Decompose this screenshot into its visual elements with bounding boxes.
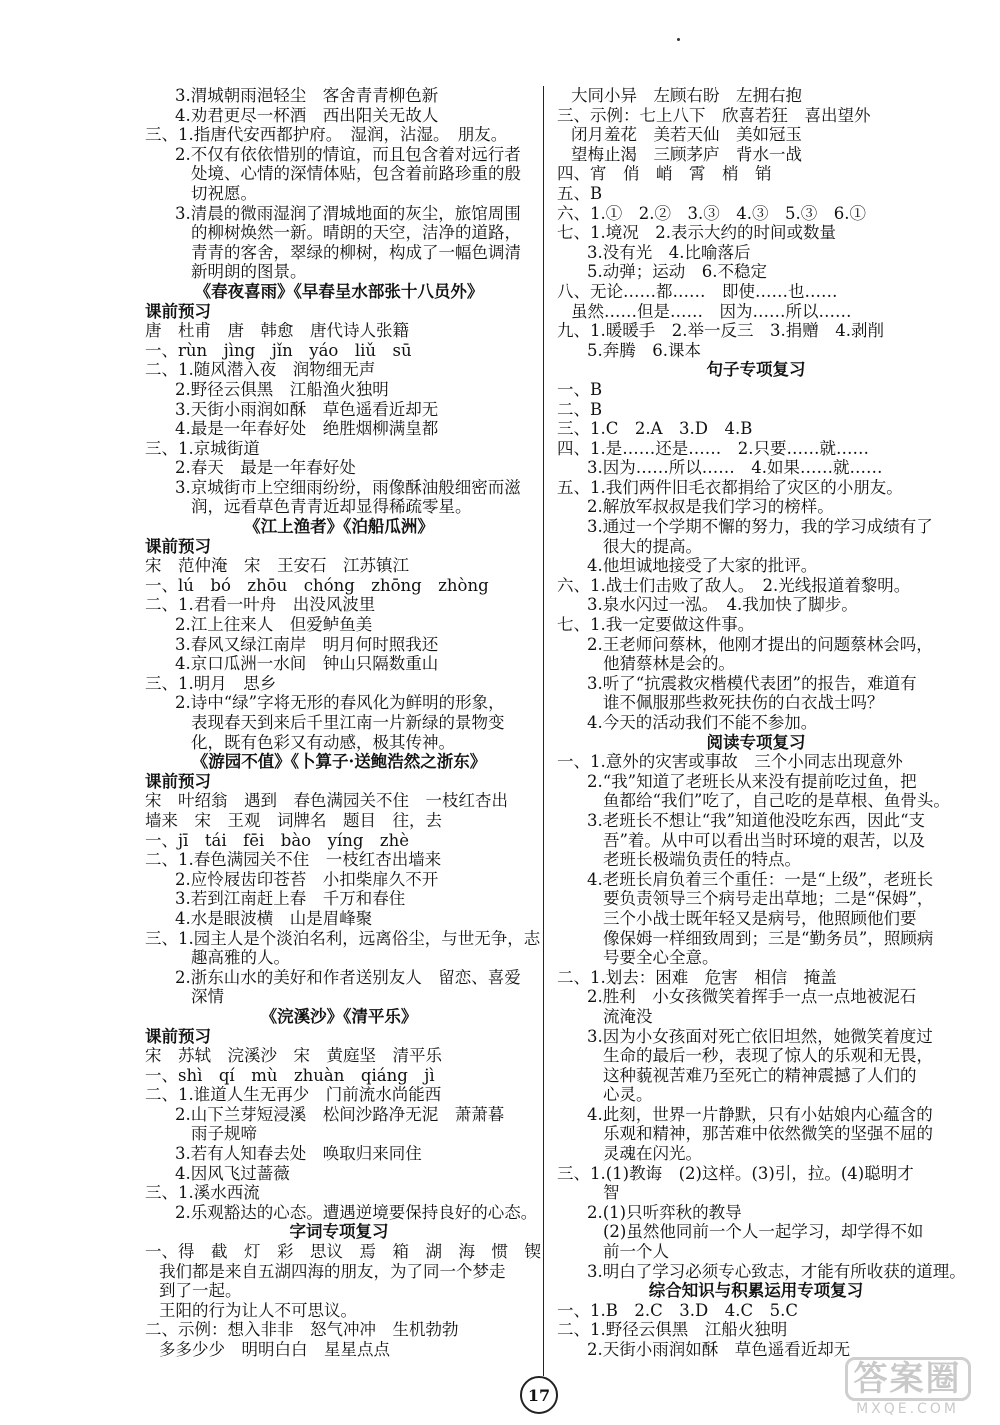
answer-line: 2.“我”知道了老班长从来没有提前吃过鱼，把 xyxy=(587,771,917,791)
answer-line: 3.泉水闪过一泓。 4.我加快了脚步。 xyxy=(587,595,858,615)
watermark-main-text: 答案圈 xyxy=(845,1357,971,1401)
answer-line: 2.江上往来人 但爱鲈鱼美 xyxy=(175,615,373,635)
answer-line: 六、1.战士们击败了敌人。 2.光线报道着黎明。 xyxy=(557,575,911,595)
answer-line: 宋 苏轼 浣溪沙 宋 黄庭坚 清平乐 xyxy=(145,1046,442,1066)
answer-line: 灵魂在闪光。 xyxy=(603,1144,702,1164)
section-heading: 综合知识与积累运用专项复习 xyxy=(648,1281,864,1301)
right-column xyxy=(557,86,966,1360)
answer-line: 一、得 截 灯 彩 思议 焉 箱 湖 海 惯 锲 xyxy=(145,1242,541,1262)
section-heading: 《游园不值》《卜算子·送鲍浩然之浙东》 xyxy=(191,752,487,772)
answer-line: 三、1.指唐代安西都护府。 湿润，沾湿。 朋友。 xyxy=(145,125,508,145)
answer-line: 五、B xyxy=(557,183,603,203)
answer-line: 三、示例：七上八下 欣喜若狂 喜出望外 xyxy=(557,105,871,125)
answer-line: 2.山下兰芽短浸溪 松间沙路净无泥 萧萧暮 xyxy=(175,1104,505,1124)
answer-line: 2.浙东山水的美好和作者送别友人 留恋、喜爱 xyxy=(175,967,521,987)
answer-line: 切祝愿。 xyxy=(191,183,257,203)
answer-line: 他猜蔡林是会的。 xyxy=(603,654,735,674)
answer-line: 三、1.京城街道 xyxy=(145,438,260,458)
answer-line: 二、1.随风潜入夜 润物细无声 xyxy=(145,360,376,380)
answer-line: 虽然……但是…… 因为……所以…… xyxy=(571,301,852,321)
answer-line: 望梅止渴 三顾茅庐 背水一战 xyxy=(571,144,802,164)
answer-line: 3.没有光 4.比喻落后 xyxy=(587,242,751,262)
answer-line: 2.乐观豁达的心态。遭遇逆境要保持良好的心态。 xyxy=(175,1202,538,1222)
section-heading: 《春夜喜雨》《早春呈水部张十八员外》 xyxy=(194,281,484,301)
answer-line: 很大的提高。 xyxy=(603,536,702,556)
answer-line: 二、1.谁道人生无再少 门前流水尚能西 xyxy=(145,1085,442,1105)
answer-line: 二、1.春色满园关不住 一枝红杏出墙来 xyxy=(145,850,442,870)
answer-line: 号要全心全意。 xyxy=(603,948,719,968)
answer-line: 4.因风飞过蔷薇 xyxy=(175,1163,290,1183)
answer-line: 一、shì qí mù zhuàn qiáng jì xyxy=(145,1065,435,1085)
answer-line: 宋 叶绍翁 遇到 春色满园关不住 一枝红杏出 xyxy=(145,791,508,811)
answer-line: 七、1.我一定要做这件事。 xyxy=(557,615,755,635)
answer-line: 3.听了“抗震救灾楷模代表团”的报告，难道有 xyxy=(587,673,917,693)
answer-line: 3.老班长不想让“我”知道他没吃东西，因此“支 xyxy=(587,810,926,830)
answer-line: 一、rùn jìng jǐn yáo liǔ sū xyxy=(145,340,412,360)
answer-line: 谁不佩服那些救死扶伤的白衣战士吗？ xyxy=(603,693,884,713)
answer-line: 像保姆一样细致周到；三是“勤务员”，照顾病 xyxy=(603,928,934,948)
answer-line: 三、1.溪水西流 xyxy=(145,1183,260,1203)
answer-line: 三、1.C 2.A 3.D 4.B xyxy=(557,419,753,439)
answer-line: 一、lú bó zhōu chóng zhōng zhòng xyxy=(145,575,489,595)
answer-line: 流淹没 xyxy=(603,1006,653,1026)
answer-line: 2.野径云俱黑 江船渔火独明 xyxy=(175,379,389,399)
answer-line: 二、1.野径云俱黑 江船火独明 xyxy=(557,1320,788,1340)
answer-line: 这种藐视苦难乃至死亡的精神震撼了人们的 xyxy=(603,1065,917,1085)
section-heading: 句子专项复习 xyxy=(706,360,806,380)
section-heading: 《浣溪沙》《清平乐》 xyxy=(260,1006,418,1026)
answer-line: 三、1.明月 思乡 xyxy=(145,673,277,693)
section-heading: 《江上渔者》《泊船瓜洲》 xyxy=(244,517,434,537)
answer-line: 2.王老师问蔡林，他刚才提出的问题蔡林会吗， xyxy=(587,634,933,654)
answer-line: 化，既有色彩又有动感，极其传神。 xyxy=(191,732,455,752)
answer-line: 二、1.君看一叶舟 出没风波里 xyxy=(145,595,376,615)
answer-line: 5.奔腾 6.课本 xyxy=(587,340,701,360)
answer-line: 一、1.B 2.C 3.D 4.C 5.C xyxy=(557,1300,798,1320)
answer-line: 4.水是眼波横 山是眉峰聚 xyxy=(175,908,373,928)
answer-line: 智 xyxy=(603,1183,620,1203)
answer-line: 2.不仅有依依惜别的情谊，而且包含着对远行者 xyxy=(175,144,521,164)
answer-line: 4.劝君更尽一杯酒 西出阳关无故人 xyxy=(175,105,439,125)
answer-line: 二、1.划去：困难 危害 相信 掩盖 xyxy=(557,967,837,987)
answer-line: 一、B xyxy=(557,379,603,399)
answer-line: 大同小异 左顾右盼 左拥右抱 xyxy=(571,86,802,105)
left-column xyxy=(145,86,541,1360)
answer-line: 4.他坦诚地接受了大家的批评。 xyxy=(587,556,818,576)
column-divider xyxy=(543,86,544,1376)
answer-line: 3.春风又绿江南岸 明月何时照我还 xyxy=(175,634,439,654)
subsection-label: 课前预习 xyxy=(145,536,211,556)
section-heading: 阅读专项复习 xyxy=(706,732,806,752)
answer-line: 4.京口瓜洲一水间 钟山只隔数重山 xyxy=(175,654,439,674)
answer-line: 生命的最后一秒，表现了惊人的乐观和无畏， xyxy=(603,1046,933,1066)
answer-line: 3.渭城朝雨浥轻尘 客舍青青柳色新 xyxy=(175,86,439,105)
section-heading: 字词专项复习 xyxy=(289,1222,389,1242)
answer-line: 2.(1)只听弈秋的教导 xyxy=(587,1202,742,1222)
answer-line: 4.老班长肩负着三个重任：一是“上级”，老班长 xyxy=(587,869,934,889)
answer-line: 到了一起。 xyxy=(159,1281,242,1301)
answer-line: 深情 xyxy=(191,987,224,1007)
answer-line: 3.若有人知春去处 唤取归来同住 xyxy=(175,1144,422,1164)
subsection-label: 课前预习 xyxy=(145,771,211,791)
answer-line: 2.春天 最是一年春好处 xyxy=(175,458,356,478)
answer-line: 的柳树焕然一新。晴朗的天空，洁净的道路， xyxy=(191,223,521,243)
answer-line: 5.动弹；运动 6.不稳定 xyxy=(587,262,767,282)
answer-line: (2)虽然他同前一个人一起学习，却学得不如 xyxy=(603,1222,924,1242)
answer-line: 趣高雅的人。 xyxy=(191,948,290,968)
watermark-sub-text: MXQE.COM xyxy=(856,1401,959,1417)
answer-line: 3.因为小女孩面对死亡依旧坦然，她微笑着度过 xyxy=(587,1026,933,1046)
answer-line: 六、1.① 2.② 3.③ 4.③ 5.③ 6.① xyxy=(557,203,866,223)
answer-line: 2.应怜屐齿印苍苔 小扣柴扉久不开 xyxy=(175,869,439,889)
answer-line: 心灵。 xyxy=(603,1085,653,1105)
answer-line: 2.诗中“绿”字将无形的春风化为鲜明的形象， xyxy=(175,693,505,713)
answer-line: 3.天街小雨润如酥 草色遥看近却无 xyxy=(175,399,439,419)
answer-line: 3.因为……所以…… 4.如果……就…… xyxy=(587,458,883,478)
answer-line: 2.解放军叔叔是我们学习的榜样。 xyxy=(587,497,834,517)
answer-line: 三、1.(1)教诲 (2)这样。(3)引，拉。(4)聪明才 xyxy=(557,1163,914,1183)
answer-line: 3.京城街市上空细雨纷纷，雨像酥油般细密而滋 xyxy=(175,477,521,497)
answer-line: 新明朗的图景。 xyxy=(191,262,307,282)
answer-line: 老班长极端负责任的特点。 xyxy=(603,850,801,870)
answer-line: 二、示例：想入非非 怒气冲冲 生机勃勃 xyxy=(145,1320,459,1340)
answer-line: 4.今天的活动我们不能不参加。 xyxy=(587,713,818,732)
answer-line: 闭月羞花 美若天仙 美如冠玉 xyxy=(571,125,802,145)
answer-line: 3.通过一个学期不懈的努力，我的学习成绩有了 xyxy=(587,517,933,537)
answer-line: 吾”着。从中可以看出当时环境的艰苦，以及 xyxy=(603,830,925,850)
watermark-logo xyxy=(820,1352,995,1422)
answer-line: 墙来 宋 王观 词牌名 题目 往，去 xyxy=(145,810,442,830)
top-dot xyxy=(677,38,680,41)
answer-line: 多多少少 明明白白 星星点点 xyxy=(159,1340,390,1359)
answer-line: 要负责领导三个病号走出草地；二是“保姆”， xyxy=(603,889,934,909)
subsection-label: 课前预习 xyxy=(145,301,211,321)
answer-line: 二、B xyxy=(557,399,603,419)
answer-line: 王阳的行为让人不可思议。 xyxy=(159,1300,357,1320)
subsection-label: 课前预习 xyxy=(145,1026,211,1046)
answer-line: 我们都是来自五湖四海的朋友，为了同一个梦走 xyxy=(159,1261,506,1281)
answer-line: 2.胜利 小女孩微笑着挥手一点一点地被泥石 xyxy=(587,987,917,1007)
answer-line: 五、1.我们两件旧毛衣都捐给了灾区的小朋友。 xyxy=(557,477,903,497)
answer-line: 宋 范仲淹 宋 王安石 江苏镇江 xyxy=(145,556,409,576)
answer-line: 七、1.境况 2.表示大约的时间或数量 xyxy=(557,223,836,243)
answer-line: 三、1.园主人是个淡泊名利，远离俗尘，与世无争，志 xyxy=(145,928,541,948)
answer-line: 三个小战士既年轻又是病号，他照顾他们要 xyxy=(603,908,917,928)
answer-line: 前一个人 xyxy=(603,1242,669,1262)
answer-line: 四、1.是……还是…… 2.只要……就…… xyxy=(557,438,869,458)
answer-line: 唐 杜甫 唐 韩愈 唐代诗人张籍 xyxy=(145,321,409,341)
answer-line: 2.天街小雨润如酥 草色遥看近却无 xyxy=(587,1340,851,1359)
answer-line: 青青的客舍，翠绿的柳树，构成了一幅色调清 xyxy=(191,242,521,262)
answer-line: 一、jī tái fēi bào yíng zhè xyxy=(145,830,409,850)
answer-line: 八、无论……都…… 即使……也…… xyxy=(557,281,838,301)
answer-line: 3.清晨的微雨湿润了渭城地面的灰尘，旅馆周围 xyxy=(175,203,521,223)
answer-line: 处境、心情的深情体贴，包含着前路珍重的殷 xyxy=(191,164,521,184)
answer-line: 4.最是一年春好处 绝胜烟柳满皇都 xyxy=(175,419,439,439)
answer-line: 雨子规啼 xyxy=(191,1124,257,1144)
answer-line: 表现春天到来后千里江南一片新绿的景物变 xyxy=(191,713,505,732)
page-number: 17 xyxy=(520,1376,558,1414)
answer-line: 九、1.暖暖手 2.举一反三 3.捐赠 4.剥削 xyxy=(557,321,884,341)
answer-line: 鱼都给“我们”吃了，自己吃的是草根、鱼骨头。 xyxy=(603,791,950,811)
answer-line: 润，远看草色青青近却显得稀疏零星。 xyxy=(191,497,472,517)
answer-line: 4.此刻，世界一片静默，只有小姑娘内心蕴含的 xyxy=(587,1104,933,1124)
answer-line: 乐观和精神，那苦难中依然微笑的坚强不屈的 xyxy=(603,1124,933,1144)
answer-line: 四、宵 俏 峭 霄 梢 销 xyxy=(557,164,772,184)
answer-line: 3.明白了学习必须专心致志，才能有所收获的道理。 xyxy=(587,1261,966,1281)
answer-line: 3.若到江南赶上春 千万和春住 xyxy=(175,889,406,909)
answer-line: 一、1.意外的灾害或事故 三个小同志出现意外 xyxy=(557,752,903,772)
